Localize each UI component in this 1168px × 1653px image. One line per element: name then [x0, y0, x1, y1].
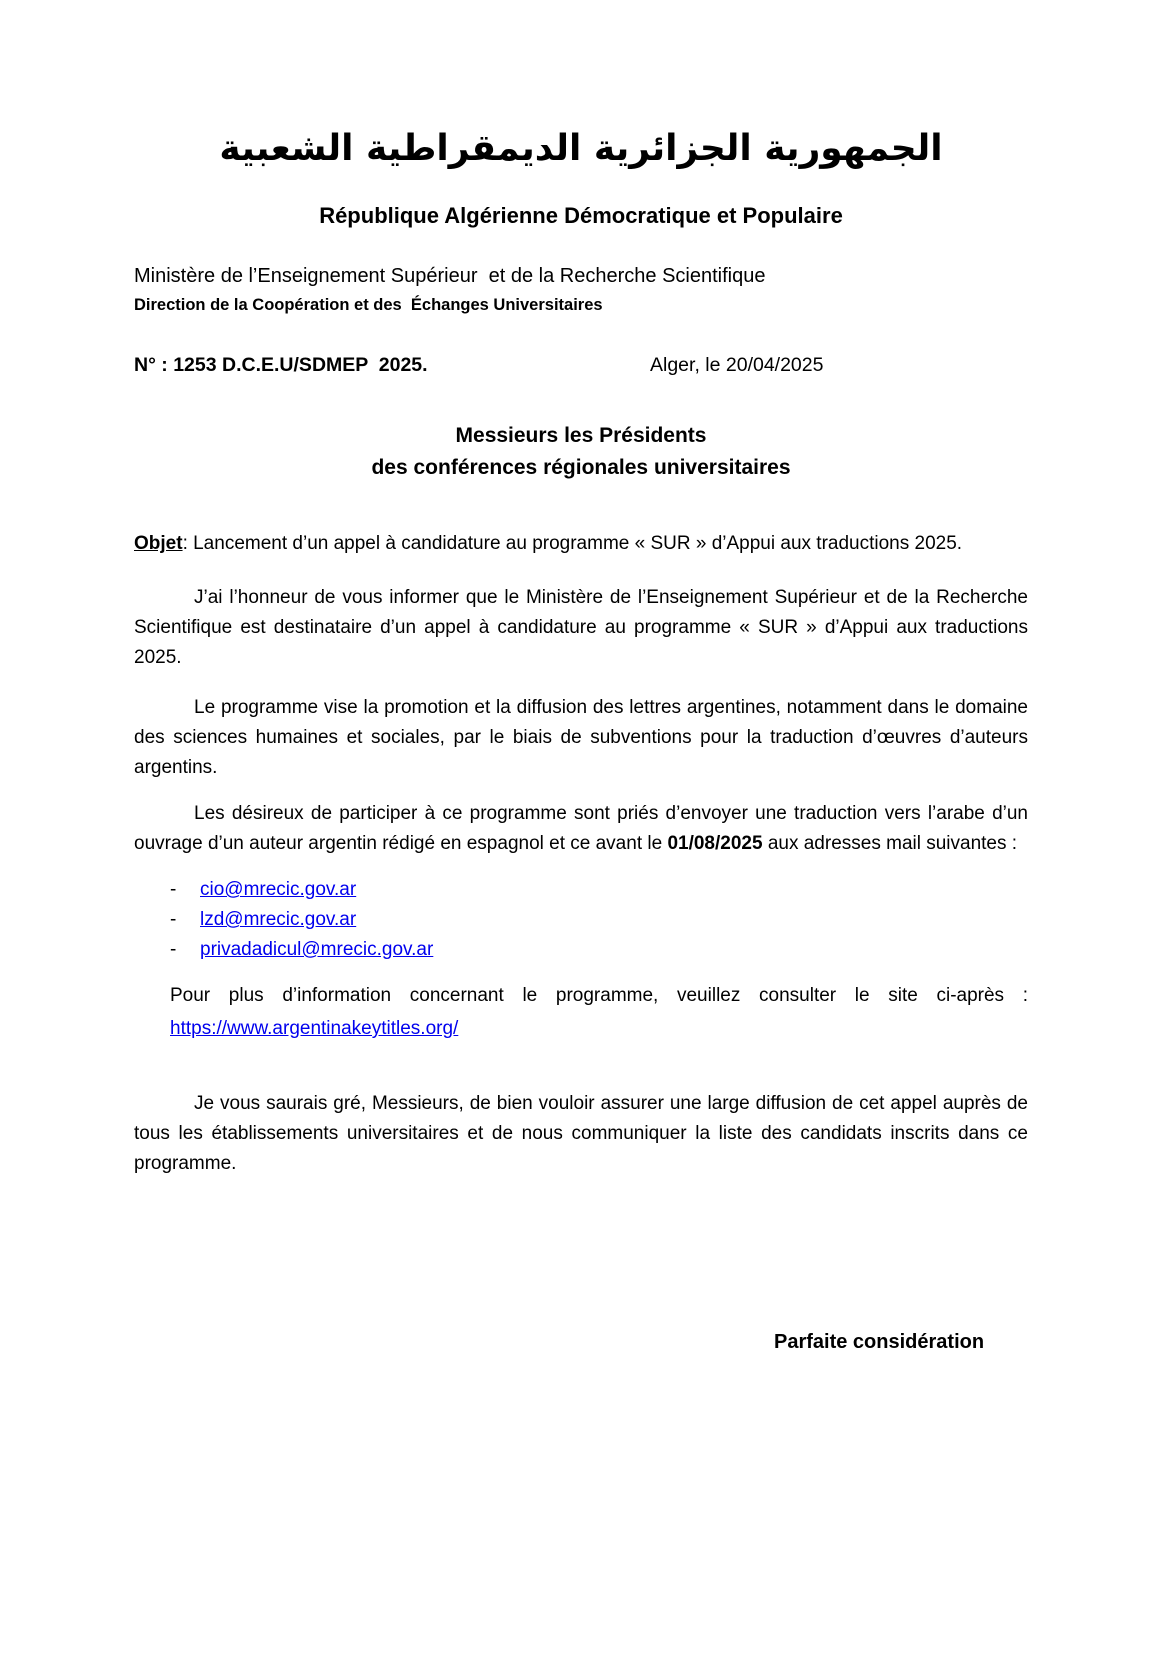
objet-paragraph [134, 529, 1028, 559]
objet-text: : Lancement d’un appel à candidature au programme « SUR » d’Appui aux traductions 2025. [182, 533, 963, 554]
list-item [170, 875, 1028, 905]
objet-label: Objet [134, 533, 183, 554]
body-paragraph-3 [134, 799, 1028, 859]
recipient-heading [134, 420, 1028, 484]
reference-number: N° : 1253 D.C.E.U/SDMEP 2025. [134, 354, 428, 376]
deadline-date: 01/08/2025 [667, 833, 763, 854]
body-paragraph-4: Je vous saurais gré, Messieurs, de bien vouloir assurer une large diffusion de cet appel auprès de tous les établissements universitaires et de nous communiquer la liste des candidats inscrits dans ce programme. [134, 1093, 1028, 1174]
list-bullet: - [170, 939, 177, 960]
body-paragraph-1: J’ai l’honneur de vous informer que le Ministère de l’Enseignement Supérieur et de la Recherche Scientifique est destinataire d’un appel à candidature au programme « SUR » d’Appui aux traductions 2025. [134, 587, 1028, 668]
list-item [170, 935, 1028, 965]
direction-line: Direction de la Coopération et des Échanges Universitaires [134, 296, 603, 314]
body-paragraph-2: Le programme vise la promotion et la diffusion des lettres argentines, notamment dans le domaine des sciences humaines et sociales, par le biais de subventions pour la traduction d’œuvres d’auteurs argentins. [134, 697, 1028, 778]
reference-row [134, 352, 1028, 378]
ministry-line: Ministère de l’Enseignement Supérieur et de la Recherche Scientifique [134, 265, 766, 287]
info-paragraph [170, 979, 1028, 1045]
paragraph-3-text-after: aux adresses mail suivantes : [762, 833, 1018, 854]
arabic-title: الجمهورية الجزائرية الديمقراطية الشعبية [219, 128, 943, 169]
closing-phrase: Parfaite considération [774, 1331, 985, 1353]
email-link-lzd[interactable]: lzd@mrecic.gov.ar [200, 909, 357, 930]
info-text: Pour plus d’information concernant le programme, veuillez consulter le site ci-après : [170, 985, 1028, 1006]
email-link-cio[interactable]: cio@mrecic.gov.ar [200, 879, 357, 900]
list-item [170, 905, 1028, 935]
french-title: République Algérienne Démocratique et Populaire [319, 203, 843, 228]
list-bullet: - [170, 879, 177, 900]
list-bullet: - [170, 909, 177, 930]
email-list [134, 875, 1028, 965]
paragraph-3-text: Les désireux de participer à ce programme sont priés d’envoyer une traduction vers l’arabe d’un ouvrage d’un auteur argentin rédigé en espagnol et ce avant le [134, 803, 1028, 854]
email-link-privadadicul[interactable]: privadadicul@mrecic.gov.ar [200, 939, 434, 960]
recipient-line-1: Messieurs les Présidents [455, 424, 707, 447]
website-link[interactable]: https://www.argentinakeytitles.org/ [170, 1018, 459, 1039]
recipient-line-2: des conférences régionales universitaires [371, 456, 791, 479]
date-line: Alger, le 20/04/2025 [650, 354, 824, 376]
